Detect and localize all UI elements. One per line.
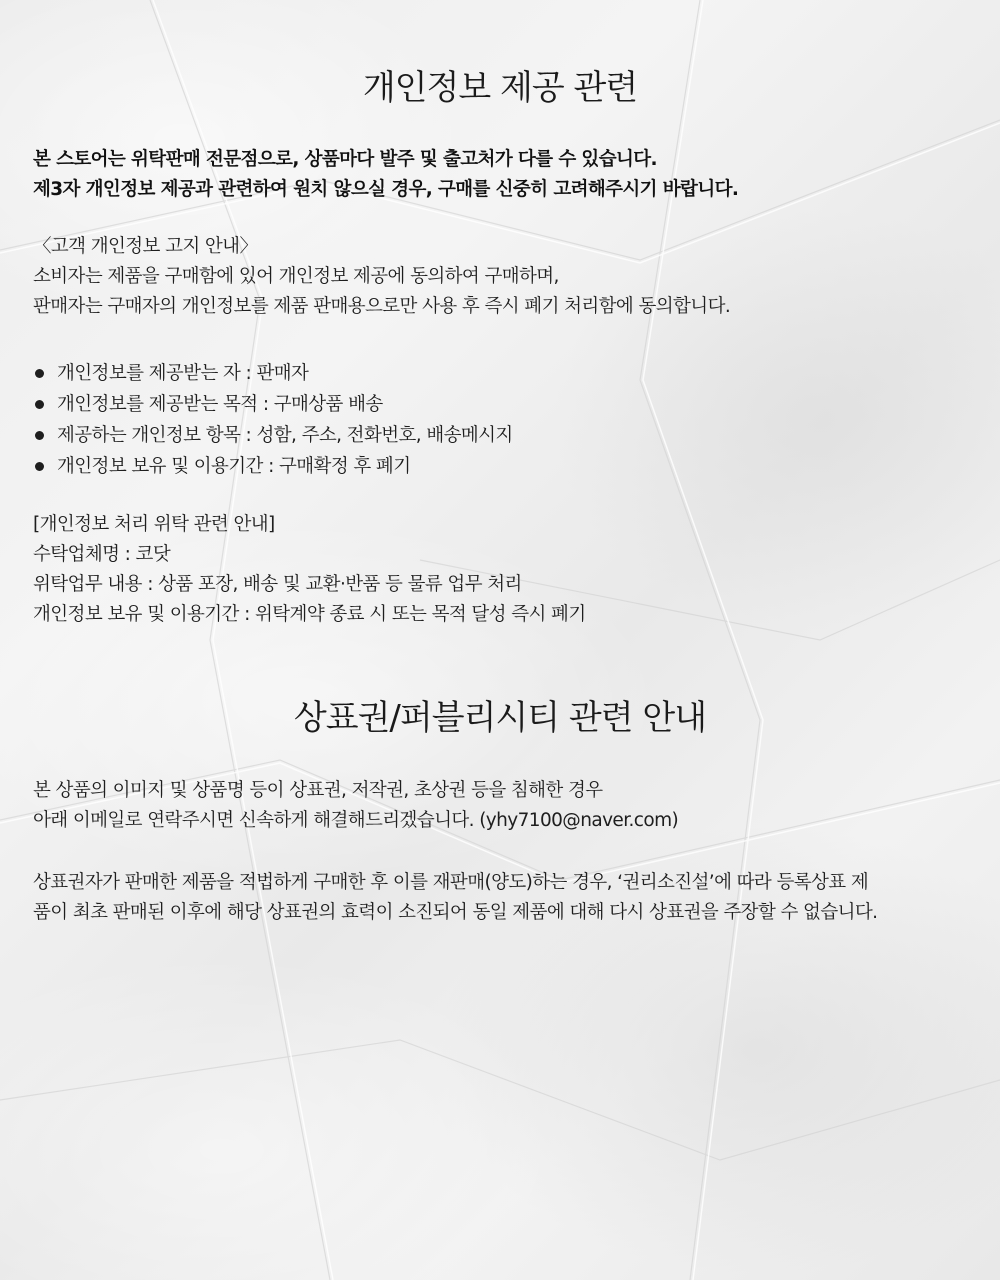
privacy-section-title: 개인정보 제공 관련 — [362, 68, 638, 108]
exhaustion-line: 품이 최초 판매된 이후에 해당 상표권의 효력이 소진되어 동일 제품에 대해 다시 상표권을 주장할 수 없습니다. — [33, 902, 878, 923]
consignment-intro — [33, 145, 973, 205]
privacy-notice — [33, 232, 973, 322]
exhaustion-doctrine-notice — [33, 868, 973, 928]
intro-line: 제3자 개인정보 제공과 관련하여 원치 않으실 경우, 구매를 신중히 고려해주시기 바랍니다. — [33, 179, 739, 200]
bullet-item — [33, 389, 513, 420]
notice-line: 판매자는 구매자의 개인정보를 제품 판매용으로만 사용 후 즉시 폐기 처리함에 동의합니다. — [33, 296, 731, 317]
bullet-item — [33, 451, 513, 482]
notice-heading: 〈고객 개인정보 고지 안내〉 — [33, 236, 258, 257]
bullet-text: 제공하는 개인정보 항목 : 성함, 주소, 전화번호, 배송메시지 — [57, 425, 513, 446]
intro-line: 본 스토어는 위탁판매 전문점으로, 상품마다 발주 및 출고처가 다를 수 있습니다. — [33, 149, 657, 170]
bullet-dot-icon — [35, 462, 44, 471]
bullet-dot-icon — [35, 431, 44, 440]
trust-line: 수탁업체명 : 코닷 — [33, 544, 171, 565]
bullet-text: 개인정보 보유 및 이용기간 : 구매확정 후 폐기 — [57, 456, 411, 477]
exhaustion-line: 상표권자가 판매한 제품을 적법하게 구매한 후 이를 재판매(양도)하는 경우, ‘권리소진설’에 따라 등록상표 제 — [33, 872, 869, 893]
notice-line: 소비자는 제품을 구매함에 있어 개인정보 제공에 동의하여 구매하며, — [33, 266, 559, 287]
bullet-item — [33, 420, 513, 451]
bullet-item — [33, 358, 513, 389]
bullet-text: 개인정보를 제공받는 목적 : 구매상품 배송 — [57, 394, 383, 415]
trademark-line: 본 상품의 이미지 및 상품명 등이 상표권, 저작권, 초상권 등을 침해한 경우 — [33, 780, 603, 801]
trademark-notice — [33, 776, 973, 836]
trust-line: 위탁업무 내용 : 상품 포장, 배송 및 교환·반품 등 물류 업무 처리 — [33, 574, 522, 595]
trust-line: 개인정보 보유 및 이용기간 : 위탁계약 종료 시 또는 목적 달성 즉시 폐기 — [33, 604, 586, 625]
bullet-dot-icon — [35, 400, 44, 409]
privacy-bullet-list — [33, 358, 513, 482]
trademark-section-title: 상표권/퍼블리시티 관련 안내 — [293, 698, 707, 738]
processing-trust-notice — [33, 510, 973, 630]
bullet-text: 개인정보를 제공받는 자 : 판매자 — [57, 363, 309, 384]
trademark-line: 아래 이메일로 연락주시면 신속하게 해결해드리겠습니다. (yhy7100@naver.com) — [33, 810, 679, 831]
bullet-dot-icon — [35, 369, 44, 378]
trust-heading: [개인정보 처리 위탁 관련 안내] — [33, 514, 275, 535]
